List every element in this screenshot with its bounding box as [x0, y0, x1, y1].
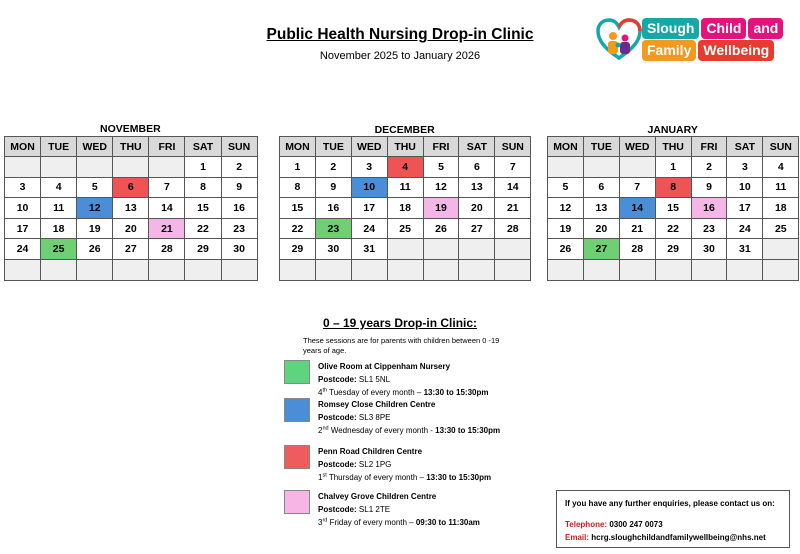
calendar-day: 10: [727, 177, 763, 198]
calendar-day: 13: [583, 198, 619, 219]
calendar-week: [280, 177, 531, 198]
schedule-text: Tuesday of every month –: [329, 388, 422, 397]
contact-email: [565, 531, 781, 544]
schedule-text: Wednesday of every month -: [330, 426, 433, 435]
calendar-january: [547, 136, 799, 281]
calendar-day-clinic-red: 4: [387, 157, 423, 178]
email-label: Email:: [565, 533, 590, 542]
calendar-week: [548, 239, 799, 260]
schedule-time: 09:30 to 11:30am: [415, 518, 480, 527]
calendar-day: 29: [185, 239, 221, 260]
calendar-day: 6: [583, 177, 619, 198]
calendar-day: 15: [280, 198, 316, 219]
weekday-header: TUE: [583, 137, 619, 157]
calendar-day: 4: [763, 157, 799, 178]
calendar-day: 18: [41, 218, 77, 239]
logo-word-family: Family: [642, 40, 696, 61]
calendar-day-clinic-pink: 16: [691, 198, 727, 219]
weekday-header: THU: [113, 137, 149, 157]
calendar-day: 22: [655, 218, 691, 239]
calendar-day: 3: [5, 177, 41, 198]
clinic-color-key: [284, 398, 310, 422]
clinic-color-key: [284, 445, 310, 469]
clinic-schedule: [318, 516, 578, 529]
calendar-day: 9: [315, 177, 351, 198]
calendar-day: 29: [655, 239, 691, 260]
clinic-postcode: [318, 411, 578, 424]
calendar-empty-cell: [185, 259, 221, 280]
calendar-empty-cell: [459, 259, 495, 280]
calendar-day: 8: [185, 177, 221, 198]
telephone-label: Telephone:: [565, 520, 608, 529]
calendar-day: 29: [280, 239, 316, 260]
clinic-details: [318, 490, 578, 529]
calendar-week: [280, 198, 531, 219]
weekday-header: TUE: [315, 137, 351, 157]
contact-box: [556, 490, 790, 548]
schedule-ordinal-suffix: nd: [322, 425, 329, 432]
calendar-day: 26: [548, 239, 584, 260]
weekday-header: FRI: [423, 137, 459, 157]
postcode-label: Postcode:: [318, 505, 357, 514]
calendar-day: 20: [583, 218, 619, 239]
calendar-empty-cell: [315, 259, 351, 280]
calendar-day: 1: [655, 157, 691, 178]
weekday-header: SAT: [185, 137, 221, 157]
calendar-day: 2: [221, 157, 257, 178]
calendar-empty-cell: [387, 259, 423, 280]
postcode-label: Postcode:: [318, 413, 357, 422]
calendar-day: 11: [763, 177, 799, 198]
calendar-empty-cell: [619, 157, 655, 178]
telephone-number: 0300 247 0073: [609, 520, 663, 529]
calendar-week: [5, 218, 258, 239]
month-title-december: DECEMBER: [374, 124, 435, 136]
calendar-empty-cell: [548, 259, 584, 280]
email-address: hcrg.sloughchildandfamilywellbeing@nhs.net: [591, 533, 766, 542]
calendar-day: 26: [423, 218, 459, 239]
clinic-name: Penn Road Children Centre: [318, 447, 423, 456]
clinic-section-description: These sessions are for parents with children between 0 -19 years of age.: [303, 336, 500, 355]
calendar-day: 2: [691, 157, 727, 178]
calendar-empty-cell: [423, 239, 459, 260]
calendar-empty-cell: [113, 157, 149, 178]
calendar-day: 19: [77, 218, 113, 239]
calendar-november: [4, 136, 258, 281]
calendar-day: 25: [387, 218, 423, 239]
calendar-day: 11: [41, 198, 77, 219]
calendar-empty-cell: [149, 157, 185, 178]
logo-word-child: Child: [701, 18, 746, 39]
clinic-name: Chalvey Grove Children Centre: [318, 492, 437, 501]
weekday-header: MON: [548, 137, 584, 157]
calendar-day: 11: [387, 177, 423, 198]
calendar-day-clinic-blue: 12: [77, 198, 113, 219]
calendar-day: 28: [495, 218, 531, 239]
calendar-day: 27: [459, 218, 495, 239]
calendar-day: 2: [315, 157, 351, 178]
calendar-empty-cell: [149, 259, 185, 280]
calendar-day: 22: [280, 218, 316, 239]
calendar-empty-cell: [221, 259, 257, 280]
weekday-header: SAT: [727, 137, 763, 157]
calendar-day: 13: [459, 177, 495, 198]
contact-telephone: [565, 518, 781, 531]
calendar-empty-cell: [77, 259, 113, 280]
calendar-day: 20: [113, 218, 149, 239]
calendar-day: 23: [691, 218, 727, 239]
calendar-empty-cell: [763, 239, 799, 260]
calendar-day: 13: [113, 198, 149, 219]
page-subtitle: November 2025 to January 2026: [319, 50, 481, 62]
calendar-empty-cell: [387, 239, 423, 260]
schedule-time: 13:30 to 15:30pm: [426, 473, 492, 482]
calendar-empty-cell: [77, 157, 113, 178]
calendar-week: [5, 259, 258, 280]
month-title-january: JANUARY: [647, 124, 698, 136]
calendar-empty-cell: [691, 259, 727, 280]
postcode-label: Postcode:: [318, 375, 357, 384]
month-title-november: NOVEMBER: [100, 123, 161, 135]
calendar-day: 4: [41, 177, 77, 198]
calendar-empty-cell: [5, 157, 41, 178]
calendar-empty-cell: [583, 259, 619, 280]
calendar-week: [5, 239, 258, 260]
calendar-day: 12: [548, 198, 584, 219]
calendar-empty-cell: [113, 259, 149, 280]
postcode-label: Postcode:: [318, 460, 357, 469]
calendar-week: [5, 198, 258, 219]
clinic-name: Olive Room at Cippenham Nursery: [318, 362, 451, 371]
calendar-day-clinic-red: 8: [655, 177, 691, 198]
weekday-header: SAT: [459, 137, 495, 157]
calendar-day: 14: [495, 177, 531, 198]
calendar-week: [280, 218, 531, 239]
calendar-empty-cell: [351, 259, 387, 280]
calendar-day: 18: [387, 198, 423, 219]
calendar-day-clinic-green: 23: [315, 218, 351, 239]
clinic-schedule: [318, 471, 578, 484]
slough-child-family-wellbeing-logo: [596, 18, 786, 62]
weekday-header: FRI: [149, 137, 185, 157]
calendar-day: 9: [221, 177, 257, 198]
calendar-empty-cell: [280, 259, 316, 280]
calendar-day: 31: [727, 239, 763, 260]
calendar-empty-cell: [727, 259, 763, 280]
calendar-day: 23: [221, 218, 257, 239]
calendar-week: [5, 177, 258, 198]
schedule-ordinal-suffix: st: [322, 472, 327, 479]
clinic-details: [318, 398, 578, 437]
calendar-day: 25: [763, 218, 799, 239]
logo-word-wellbeing: Wellbeing: [698, 40, 774, 61]
clinic-color-key: [284, 360, 310, 384]
weekday-header: THU: [387, 137, 423, 157]
calendar-day: 1: [280, 157, 316, 178]
clinic-name: Romsey Close Children Centre: [318, 400, 436, 409]
contact-question: If you have any further enquiries, please contact us on:: [565, 499, 775, 508]
calendar-day: 15: [185, 198, 221, 219]
calendar-day: 7: [619, 177, 655, 198]
calendar-day: 17: [351, 198, 387, 219]
calendar-empty-cell: [41, 259, 77, 280]
postcode-value: SL1 2TE: [358, 505, 391, 514]
calendar-day: 28: [619, 239, 655, 260]
postcode-value: SL3 8PE: [358, 413, 391, 422]
schedule-ordinal-suffix: rd: [322, 517, 328, 524]
calendar-empty-cell: [655, 259, 691, 280]
weekday-header: TUE: [41, 137, 77, 157]
calendar-week: [548, 259, 799, 280]
calendar-day: 7: [149, 177, 185, 198]
schedule-ordinal: 3: [318, 518, 323, 527]
calendar-day: 1: [185, 157, 221, 178]
schedule-ordinal: 2: [318, 426, 323, 435]
calendar-empty-cell: [459, 239, 495, 260]
weekday-header: THU: [655, 137, 691, 157]
logo-word-and: and: [748, 18, 783, 39]
calendar-day: 5: [548, 177, 584, 198]
calendar-day: 27: [113, 239, 149, 260]
calendar-week: [548, 177, 799, 198]
calendar-day: 30: [315, 239, 351, 260]
calendar-week: [280, 157, 531, 178]
calendar-day: 31: [351, 239, 387, 260]
weekday-header: SUN: [221, 137, 257, 157]
clinic-postcode: [318, 503, 578, 516]
postcode-value: SL1 5NL: [358, 375, 391, 384]
calendar-empty-cell: [423, 259, 459, 280]
calendar-day: 17: [5, 218, 41, 239]
calendar-week: [280, 259, 531, 280]
calendar-day: 15: [655, 198, 691, 219]
logo-word-slough: Slough: [642, 18, 699, 39]
weekday-header: MON: [280, 137, 316, 157]
calendar-week: [548, 198, 799, 219]
calendar-day: 7: [495, 157, 531, 178]
weekday-header: SUN: [763, 137, 799, 157]
calendar-day: 22: [185, 218, 221, 239]
clinic-postcode: [318, 458, 578, 471]
calendar-day: 19: [548, 218, 584, 239]
calendar-day: 20: [459, 198, 495, 219]
calendar-day: 26: [77, 239, 113, 260]
calendar-day: 3: [727, 157, 763, 178]
weekday-header: WED: [77, 137, 113, 157]
calendar-empty-cell: [41, 157, 77, 178]
calendar-day: 16: [221, 198, 257, 219]
schedule-time: 13:30 to 15:30pm: [423, 388, 489, 397]
postcode-value: SL2 1PG: [358, 460, 392, 469]
calendar-day: 16: [315, 198, 351, 219]
calendar-day: 5: [423, 157, 459, 178]
clinic-postcode: [318, 373, 578, 386]
calendar-day: 28: [149, 239, 185, 260]
weekday-header: SUN: [495, 137, 531, 157]
family-heart-icon: [596, 18, 642, 60]
calendar-day: 24: [727, 218, 763, 239]
calendar-day: 6: [459, 157, 495, 178]
calendar-empty-cell: [763, 259, 799, 280]
calendar-day: 30: [221, 239, 257, 260]
schedule-text: Friday of every month –: [329, 518, 414, 527]
schedule-text: Thursday of every month –: [328, 473, 424, 482]
calendar-december: [279, 136, 531, 281]
calendar-empty-cell: [548, 157, 584, 178]
calendar-day: 5: [77, 177, 113, 198]
clinic-color-key: [284, 490, 310, 514]
calendar-empty-cell: [5, 259, 41, 280]
weekday-header: MON: [5, 137, 41, 157]
calendar-empty-cell: [583, 157, 619, 178]
schedule-time: 13:30 to 15:30pm: [435, 426, 501, 435]
calendar-day: 21: [619, 218, 655, 239]
calendar-day-clinic-green: 25: [41, 239, 77, 260]
calendar-day: 8: [280, 177, 316, 198]
clinic-details: [318, 445, 578, 484]
calendar-empty-cell: [495, 239, 531, 260]
calendar-day: 12: [423, 177, 459, 198]
calendar-day: 9: [691, 177, 727, 198]
calendar-day-clinic-blue: 14: [619, 198, 655, 219]
calendar-day: 3: [351, 157, 387, 178]
calendar-week: [280, 239, 531, 260]
calendar-week: [548, 218, 799, 239]
calendar-day-clinic-green: 27: [583, 239, 619, 260]
calendar-empty-cell: [495, 259, 531, 280]
weekday-header: WED: [619, 137, 655, 157]
calendar-day: 10: [5, 198, 41, 219]
calendar-empty-cell: [619, 259, 655, 280]
clinic-schedule: [318, 424, 578, 437]
weekday-header: WED: [351, 137, 387, 157]
calendar-day-clinic-pink: 19: [423, 198, 459, 219]
calendar-day: 24: [351, 218, 387, 239]
calendar-day-clinic-blue: 10: [351, 177, 387, 198]
calendar-day: 24: [5, 239, 41, 260]
calendar-day: 30: [691, 239, 727, 260]
page-title: Public Health Nursing Drop-in Clinic: [266, 26, 534, 43]
schedule-ordinal: 4: [318, 388, 323, 397]
calendar-day: 14: [149, 198, 185, 219]
calendar-week: [548, 157, 799, 178]
clinic-details: [318, 360, 578, 399]
clinic-section-title: 0 – 19 years Drop-in Clinic:: [322, 316, 478, 330]
calendar-day-clinic-pink: 21: [149, 218, 185, 239]
schedule-ordinal-suffix: th: [322, 387, 328, 394]
calendar-day: 17: [727, 198, 763, 219]
weekday-header: FRI: [691, 137, 727, 157]
calendar-day: 21: [495, 198, 531, 219]
calendar-week: [5, 157, 258, 178]
calendar-day-clinic-red: 6: [113, 177, 149, 198]
calendar-day: 18: [763, 198, 799, 219]
schedule-ordinal: 1: [318, 473, 323, 482]
